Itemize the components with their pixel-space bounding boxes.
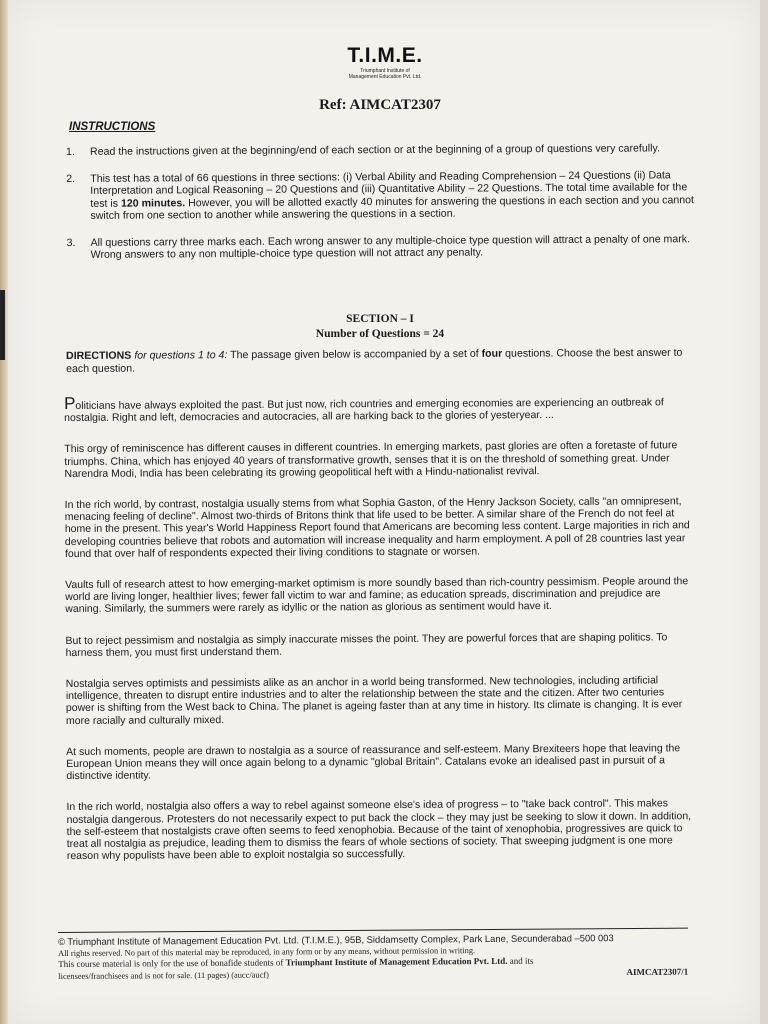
section-title: SECTION – I <box>346 313 414 325</box>
directions <box>66 347 694 375</box>
logo-tagline-2: Management Education Pvt. Ltd. <box>348 74 422 80</box>
instruction-number: 1. <box>66 145 75 158</box>
passage-paragraph <box>64 394 692 424</box>
instructions-list <box>66 142 697 275</box>
passage-paragraph: But to reject pessimism and nostalgia as simply inaccurate misses the point. They are powerful forces that are shaping politics. To harness them, you must first understand them. <box>65 630 668 659</box>
footer-licensees: licensees/franchisees and is not for sale. (11 pages) (aucc/aucf) <box>58 970 269 981</box>
paragraph-text: oliticians have always exploited the past. But just now, rich countries and emerging economies are experiencing an outbreak of nostalgia. Right and left, democracies and autocracies, all are harking back to the glories of yesteryear. ... <box>64 396 664 425</box>
footer-rights: All rights reserved. No part of this material may be reproduced, in any form or by any means, without permission in writing. <box>58 945 476 958</box>
directions-label: DIRECTIONS <box>66 349 132 362</box>
instruction-text: Read the instructions given at the beginning/end of each section or at the beginning of a group of questions very carefully. <box>89 142 660 158</box>
page-edge <box>0 0 8 1024</box>
instruction-item <box>66 142 696 158</box>
instruction-number: 2. <box>66 172 76 185</box>
footer-copyright: © Triumphant Institute of Management Education Pvt. Ltd. (T.I.M.E.), 95B, Siddamsetty Complex, Park Lane, Secunderabad –500 003 <box>58 932 614 947</box>
footer-usage-text: and its <box>507 955 534 966</box>
passage-paragraph: In the rich world, by contrast, nostalgia usually stems from what Sophia Gaston, of the Henry Jackson Society, calls "an omnipresent, menacing feeling of decline". Almost two-thirds of Britons think that life used to be better. A similar share of the French do not feel at home in the present. This year's World Happiness Report found that Americans are becoming less content. Large majorities in rich and developing countries believe that robots and automation will increase inequality and harm employment. A poll of 28 countries last year found that over half of respondents expected their living conditions to stagnate or worsen. <box>64 495 690 560</box>
footer-usage-text: This course material is only for the use of bonafide students of <box>58 957 286 969</box>
passage-paragraph: This orgy of reminiscence has different causes in different countries. In emerging markets, past glories are often a foretaste of future triumphs. China, which has enjoyed 40 years of transformative growth, senses that it is on the threshold of something great. Under Narendra Modi, India has been celebrating its growing geopolitical heft with a Hindu-nationalist revival. <box>64 439 678 480</box>
logo-name: T.I.M.E. <box>347 44 423 67</box>
instruction-text: All questions carry three marks each. Each wrong answer to any multiple-choice type question will attract a penalty of one mark. Wrong answers to any non multiple-choice type question will not attract any penalty. <box>90 232 691 261</box>
reference-code: Ref: AIMCAT2307 <box>319 97 441 113</box>
instruction-item <box>66 169 696 223</box>
time-logo <box>335 44 435 80</box>
directions-text: The passage given below is accompanied by a set of <box>227 347 482 362</box>
drop-cap: P <box>63 393 76 413</box>
instructions-heading: INSTRUCTIONS <box>69 121 156 133</box>
instruction-text-part: This test has a total of 66 questions in three sections: (i) Verbal Ability and Reading Comprehension – 24 Questions (ii) Data Interpretation and Logical Reasoning – 20 Questions and (iii) Quantitative Ability – 22 Questions. The total time available for the test is <box>90 168 688 210</box>
reading-passage <box>64 394 695 881</box>
page-code: AIMCAT2307/1 <box>626 966 689 978</box>
passage-paragraph: At such moments, people are drawn to nostalgia as a source of reassurance and self-esteem. Many Brexiteers hope that leaving the European Union means they will once again belong to a dynamic "global Britain". Catalans evoke an idealised past in pursuit of a distinctive identity. <box>66 742 681 783</box>
directions-text: questions. Choose the best answer to each question. <box>66 346 683 375</box>
passage-paragraph: In the rich world, nostalgia also offers a way to rebel against someone else's idea of progress – to "take back control". This makes nostalgia dangerous. Protesters do not necessarily expect to put back the clock – they may just be seeking to slow it down. In addition, the self-esteem that nostalgists crave often seems to feed xenophobia. Because of the taint of xenophobia, progressives are quick to treat all nostalgia as prejudice, leading them to dismiss the fears of whole sections of society. That sweeping judgment is one more reason why populists have been able to exploit nostalgia so successfully. <box>66 797 692 863</box>
directions-range: for questions 1 to 4: <box>134 349 228 362</box>
instruction-number: 3. <box>66 236 76 249</box>
passage-paragraph: Vaults full of research attest to how emerging-market optimism is more soundly based than rich-country pessimism. People around the world are living longer, healthier lives; fewer fall victim to war and famine; as education spreads, discrimination and prejudice are waning. Similarly, the summers were rarely as idyllic or the nation as glorious as sentiment would have it. <box>65 575 689 616</box>
footer-usage-bold: Triumphant Institute of Management Education Pvt. Ltd. <box>285 955 508 968</box>
logo-tagline-1: Triumphant Institute of <box>360 68 410 74</box>
instruction-item <box>67 233 697 262</box>
instruction-text-part: However, you will be allotted exactly 40 minutes for answering the questions in each section and you cannot switch from one section to another while answering the questions in a section. <box>90 193 694 222</box>
page-footer <box>58 932 690 982</box>
section-subtitle: Number of Questions = 24 <box>315 328 445 340</box>
directions-bold: four <box>481 347 503 360</box>
instruction-time-bold: 120 minutes. <box>120 196 186 210</box>
passage-paragraph: Nostalgia serves optimists and pessimists alike as an anchor in a world being transformed. New technologies, including artificial intelligence, threaten to disrupt entire industries and to alter the relationship between the state and the citizen. After two centuries power is shifting from the West back to China. The planet is ageing faster than at any time in history. Its climate is changing. It is ever more racially and culturally mixed. <box>65 674 683 727</box>
instruction-text <box>90 169 696 223</box>
